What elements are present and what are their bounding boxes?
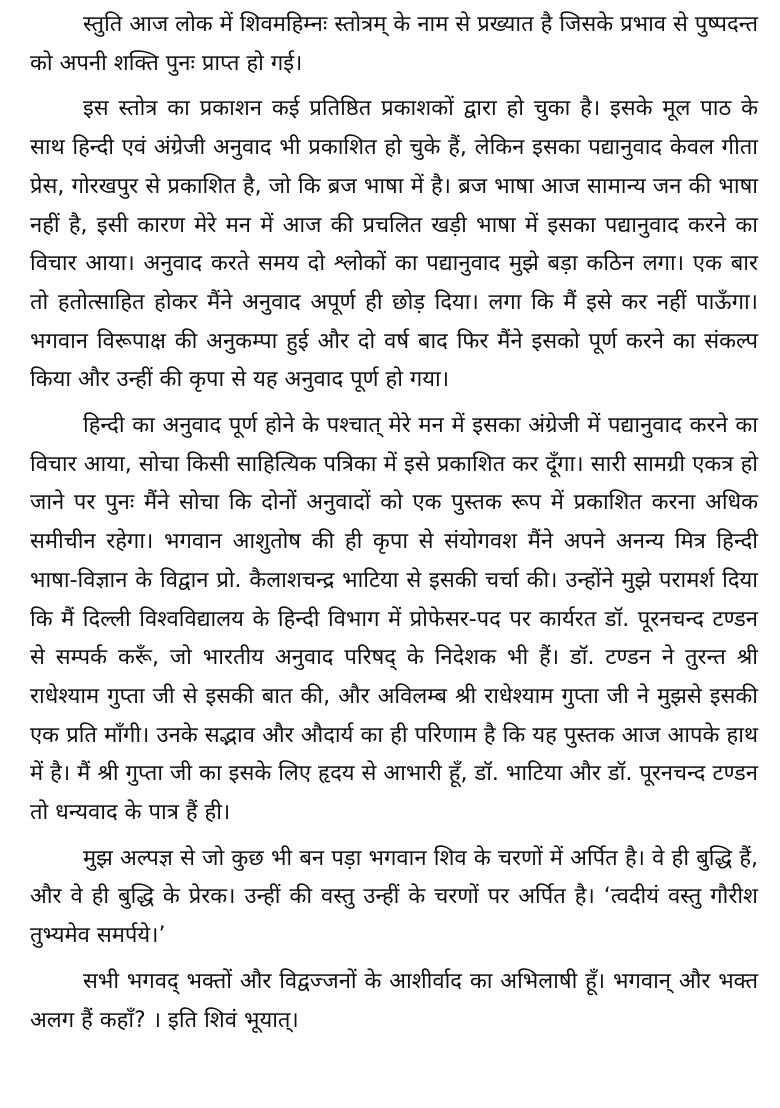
paragraph-1: स्तुति आज लोक में शिवमहिम्नः स्तोत्रम् के नाम से प्रख्यात है जिसके प्रभाव से पुष्पदन्त को अपनी शक्ति पुनः प्राप्त हो गई। xyxy=(30,12,758,76)
paragraph-5: सभी भगवद् भक्तों और विद्वज्जनों के आशीर्वाद का अभिलाषी हूँ। भगवान् और भक्त अलग हैं कहाँ? । इति शिवं भूयात्। xyxy=(30,968,758,1033)
paragraph-3: हिन्दी का अनुवाद पूर्ण होने के पश्चात् मेरे मन में इसका अंग्रेजी में पद्यानुवाद करने का विचार आया, सोचा किसी साहित्यिक पत्रिका में इसे प्रकाशित कर दूँगा। सारी सामग्री एकत्र हो जाने पर पुनः मैंने सोचा कि दोनों अनुवादों को एक पुस्तक रूप में प्रकाशित करना अधिक समीचीन रहेगा। भगवान आशुतोष की ही कृपा से संयोगवश मैंने अपने अनन्य मित्र हिन्दी भाषा-विज्ञान के विद्वान प्रो. कैलाशचन्द्र भाटिया से इसकी चर्चा की। उन्होंने मुझे परामर्श दिया कि मैं दिल्ली विश्वविद्यालय के हिन्दी विभाग में प्रोफेसर-पद पर कार्यरत डॉ. पूरनचन्द टण्डन से सम्पर्क करूँ, जो भारतीय अनुवाद परिषद् के निदेशक भी हैं। डॉ. टण्डन ने तुरन्त श्री राधेश्याम गुप्ता जी से इसकी बात की, और अविलम्ब श्री राधेश्याम गुप्ता जी ने मुझसे इसकी एक प्रति माँगी। उनके सद्भाव और औदार्य का ही परिणाम है कि यह पुस्तक आज आपके हाथ में है। मैं श्री गुप्ता जी का इसके लिए हृदय से आभारी हूँ, डॉ. भाटिया और डॉ. पूरनचन्द टण्डन तो धन्यवाद के पात्र हैं ही। xyxy=(30,413,758,826)
paragraph-4: मुझ अल्पज्ञ से जो कुछ भी बन पड़ा भगवान शिव के चरणों में अर्पित है। वे ही बुद्धि हैं, और वे ही बुद्धि के प्रेरक। उन्हीं की वस्तु उन्हीं के चरणों पर अर्पित है। ‘त्वदीयं वस्तु गौरीश तुभ्यमेव समर्पये।’ xyxy=(30,845,758,949)
paragraph-2: इस स्तोत्र का प्रकाशन कई प्रतिष्ठित प्रकाशकों द्वारा हो चुका है। इसके मूल पाठ के साथ हिन्दी एवं अंग्रेजी अनुवाद भी प्रकाशित हो चुके हैं, लेकिन इसका पद्यानुवाद केवल गीता प्रेस, गोरखपुर से प्रकाशित है, जो कि ब्रज भाषा में है। ब्रज भाषा आज सामान्य जन की भाषा नहीं है, इसी कारण मेरे मन में आज की प्रचलित खड़ी भाषा में इसका पद्यानुवाद करने का विचार आया। अनुवाद करते समय दो श्लोकों का पद्यानुवाद मुझे बड़ा कठिन लगा। एक बार तो हतोत्साहित होकर मैंने अनुवाद अपूर्ण ही छोड़ दिया। लगा कि मैं इसे कर नहीं पाऊँगा। भगवान विरूपाक्ष की अनुकम्पा हुई और दो वर्ष बाद फिर मैंने इसको पूर्ण करने का संकल्प किया और उन्हीं की कृपा से यह अनुवाद पूर्ण हो गया। xyxy=(30,96,758,393)
